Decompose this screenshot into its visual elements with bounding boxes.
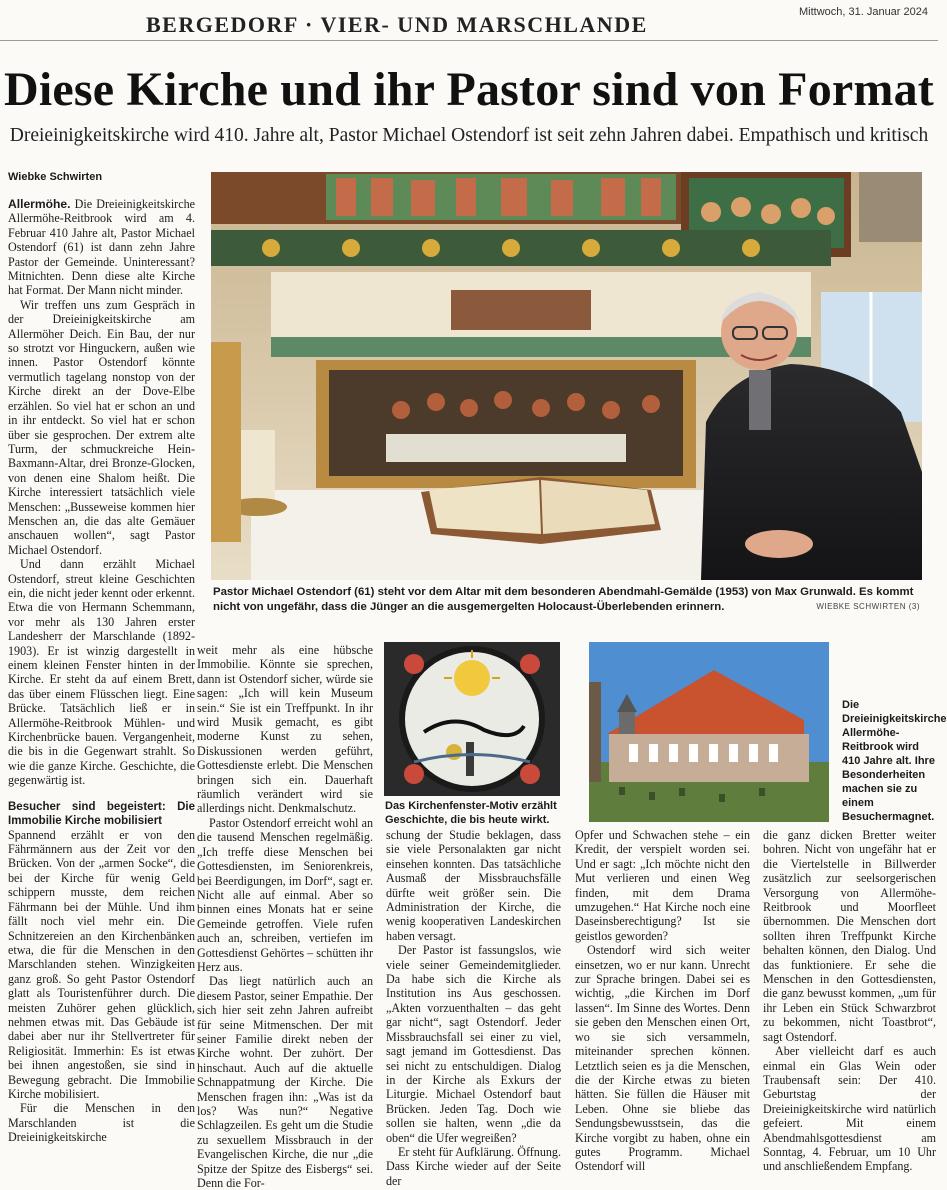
photo-credit: WIEBKE SCHWIRTEN (3) bbox=[816, 602, 920, 611]
article-column-3 bbox=[386, 828, 561, 1188]
paragraph: die ganz dicken Bretter weiter bohren. Nicht von ungefähr hat er die Viertelstelle in Billwerder zusätzlich zur seelsorgerischen Versorgung von Allermöhe-Reitbrook und Moorfleet übernommen. Die Menschen dort sollten ihren Treffpunkt Kirche behalten können, den Dialog. Und das funktioniere. Er sehe die Menschen in den Gottesdiensten, die ganz bewusst kommen, „um für ihr Leben ein Stück Schwarzbrot zu bekommen, nicht Toastbrot“, sagt Ostendorf. bbox=[763, 828, 936, 1044]
church-building-illustration bbox=[589, 642, 829, 822]
paragraph: Das liegt natürlich auch an diesem Pastor, seiner Empathie. Der sich hier seit zehn Jahren aufreibt für seine Mitmenschen. Der mit seiner Familie direkt neben der Kirche wohnt. Der zuhört. Der hinschaut. Auch auf die aktuelle Schnappatmung der Kirche. Die Menschen fragen ihn: „Was ist da los? Was nun?“ Negative Schlagzeilen. Es geht um die Studie zu sexuellem Missbrauch in der Evangelischen Kirche, die nur „die Spitze der Spitze des Eisbergs“ sei. Denn die For- bbox=[197, 974, 373, 1190]
issue-date: Mittwoch, 31. Januar 2024 bbox=[798, 6, 928, 18]
paragraph: Allermöhe. Die Dreieinigkeitskirche Allermöhe-Reitbrook wird am 4. Februar 410 Jahre alt, Pastor Michael Ostendorf (61) ist dann zehn Jahre Pastor der Gemeinde. Uninteressant? Mitnichten. Denn diese alte Kirche hat Format. Der Mann nicht minder. bbox=[8, 197, 195, 298]
author-byline: Wiebke Schwirten bbox=[8, 171, 103, 183]
stained-glass-illustration bbox=[384, 642, 560, 796]
main-photo-caption: Pastor Michael Ostendorf (61) steht vor dem Altar mit dem besonderen Abendmahl-Gemälde (1953) von Max Grunwald. Es kommt nicht von ungefähr, dass die Jünger an die ausgemergelten Holocaust-Überlebenden erinnern. bbox=[213, 586, 914, 613]
church-exterior-photo bbox=[589, 642, 829, 822]
article-column-4 bbox=[575, 828, 750, 1174]
subheadline: Dreieinigkeitskirche wird 410. Jahre alt, Pastor Michael Ostendorf ist seit zehn Jahren dabei. Empathisch und kritisch bbox=[9, 125, 929, 146]
main-photo-altar-pastor bbox=[211, 172, 922, 580]
article-column-5 bbox=[763, 828, 936, 1174]
header-divider bbox=[0, 40, 938, 41]
paragraph: Der Pastor ist fassungslos, wie viele seiner Gemeindemitglieder. Da habe sich die Kirche als Institution ins Aus geschossen. „Akten vorzuenthalten – das geht gar nicht“, sagt Ostendorf. Jeder Missbrauchsfall sei einer zu viel, sagt jemand im Gottesdienst. Das sei nicht zu entschuldigen. Dialog in der Kirche als Exkurs der Liturgie. Michael Ostendorf baut Brücken. Jeden Tag. Doch wie sollen sie halten, wenn „die da oben“ die Ufer wegreißen? bbox=[386, 943, 561, 1145]
paragraph: Für die Menschen in den Marschlanden ist die Dreieinigkeitskirche bbox=[8, 1101, 195, 1145]
paragraph: Spannend erzählt er von den Fährmännern aus der Zeit vor den Brücken. Von der „armen Socke“, die bei der Kirche für wenig Geld schippern musste, dem reichen Fährmann bei der Mühle. Und ihm fällt noch viel mehr ein. Die Schnitzereien an den Kirchenbänken etwa, die für die Menschen in den Marschlanden stehen. Winzigkeiten ganz groß. So geht Pastor Ostendorf glatt als Touristenführer durch. Die meisten Zuhörer gehen glücklich, nehmen etwas mit. Das Gebäude ist dabei aber nur ihr Stellvertreter für Religiosität. Immerhin: Es ist etwas bei ihnen angestoßen, sie sind in Bewegung gebracht. Die Immobilie Kirche mobilisiert. bbox=[8, 827, 195, 1101]
paragraph: Pastor Ostendorf erreicht wohl an die tausend Menschen regelmäßig. „Ich treffe diese Menschen bei Gottesdiensten, im Seniorenkreis, bei Beerdigungen, im Dorf“, sagt er. Nicht alle auf einmal. Aber so binnen eines Monats hat er seine Gemeinde getroffen. Viele rufen auch an, schreiben, vertiefen im Gottesdienst Gehörtes – schütten ihr Herz aus. bbox=[197, 815, 373, 974]
article-column-2 bbox=[197, 643, 373, 1190]
paragraph: Und dann erzählt Michael Ostendorf, streut kleine Geschichten ein, die nicht jeder kennt oder erkennt. Etwa die von Hermann Schemmann, vor mehr als 130 Jahren erster Landesherr der Marschlande (1892-1903). Er ist winzig dargestellt in einem kleinen Fenster hinten in der Kirche. Er steht da auf einem Brett, das über einem Flüsschen liegt. Eine Brücke. Tatsächlich ließ er in Allermöhe-Reitbrook Mühlen- und Kirchenbrücke bauen. Vergangenheit, die bis in die Gegenwart strahlt. So wie die ganze Kirche. Geschichte, die gegenwärtig ist. bbox=[8, 557, 195, 788]
paragraph: Er steht für Aufklärung. Öffnung. Dass Kirche wieder auf der Seite der bbox=[386, 1144, 561, 1188]
church-photo-caption: Die Dreieinigkeitskirche Allermöhe-Reitbrook wird 410 Jahre alt. Ihre Besonderheiten machen sie zu einem Besuchermagnet. bbox=[842, 699, 947, 823]
paragraph: schung der Studie beklagen, dass sie viele Personalakten gar nicht einsehen konnten. Das tatsächliche Ausmaß der Missbrauchsfälle dürfte weit größer sein. Die Administration der Kirche, die wenig kooperativen Landeskirchen haben versagt. bbox=[386, 828, 561, 943]
paragraph: Wir treffen uns zum Gespräch in der Dreieinigkeitskirche am Allermöher Deich. Ein Bau, der nur so strotzt vor Hinguckern, außen wie innen. Pastor Ostendorf könnte vermutlich tagelang nonstop von der Kirche direkt an der Dove-Elbe erzählen. So viel hat er schon an und in ihr entdeckt. So viel hat er schon über sie gesprochen. Der extrem alte Turm, der schmuckreiche Hein-Baxmann-Altar, drei Bronze-Glocken, von denen eine Shalom heißt. Die Kirche interessiert tatsächlich viele Menschen: „Busseweise kommen hier Menschen an, die das alte Gemäuer anschauen wollen“, sagt Pastor Michael Ostendorf. bbox=[8, 297, 195, 557]
section-title: BERGEDORF · VIER- UND MARSCHLANDE bbox=[146, 12, 648, 37]
window-photo-caption: Das Kirchenfenster-Motiv erzählt Geschichte, die bis heute wirkt. bbox=[385, 800, 557, 826]
paragraph: Aber vielleicht darf es auch einmal ein Glas Wein oder Traubensaft sein: Der 410. Geburtstag der Dreieinigkeitskirche wird natürlich gefeiert. Mit einem Abendmahlsgottesdienst am Sonntag, 4. Februar, um 10 Uhr und anschließendem Empfang. bbox=[763, 1044, 936, 1174]
headline: Diese Kirche und ihr Pastor sind von Format bbox=[4, 63, 934, 116]
dateline: Allermöhe. bbox=[8, 197, 71, 211]
section-subheading: Besucher sind begeistert: Die Immobilie Kirche mobilisiert bbox=[8, 800, 195, 827]
altar-photo-illustration bbox=[211, 172, 922, 580]
paragraph: Opfer und Schwachen stehe – ein Kredit, der verspielt worden sei. Und er sagt: „Ich möchte nicht den Mut verlieren und einen Weg finden, mit dem Drama umzugehen.“ Hat Kirche noch eine Daseinsberechtigung? Ist sie geistlos geworden? bbox=[575, 828, 750, 943]
paragraph: Ostendorf wird sich weiter einsetzen, wo er nur kann. Unrecht zur Sprache bringen. Dabei sei es wichtig, „die Kirchen im Dorf lassen“. Im Sinne des Wortes. Denn sie geben den Menschen einen Ort, wo sie sich versammeln, miteinander sprechen können. Letztlich seien es ja die Menschen, die der Kirche etwas zu bieten hätten. Sie füllen die Häuser mit Leben. Ohne sie bliebe das Sendungsbewusstsein, das die Kirche vorgibt zu haben, ohne ein gutes Programm. Michael Ostendorf will bbox=[575, 943, 750, 1174]
article-column-1 bbox=[8, 197, 195, 1157]
paragraph: weit mehr als eine hübsche Immobilie. Könnte sie sprechen, dann ist Ostendorf sicher, würde sie sagen: „Ich will kein Museum sein.“ Sie ist ein Treffpunkt. In ihr wird Musik gemacht, es gibt moderne Kunst zu sehen, Diskussionen werden geführt, Gottesdienste erlebt. Die Menschen bringen sich ein. Dauerhaft räumlich verändert wird sie allerdings nicht. Denkmalschutz. bbox=[197, 643, 373, 816]
church-window-photo bbox=[384, 642, 560, 796]
